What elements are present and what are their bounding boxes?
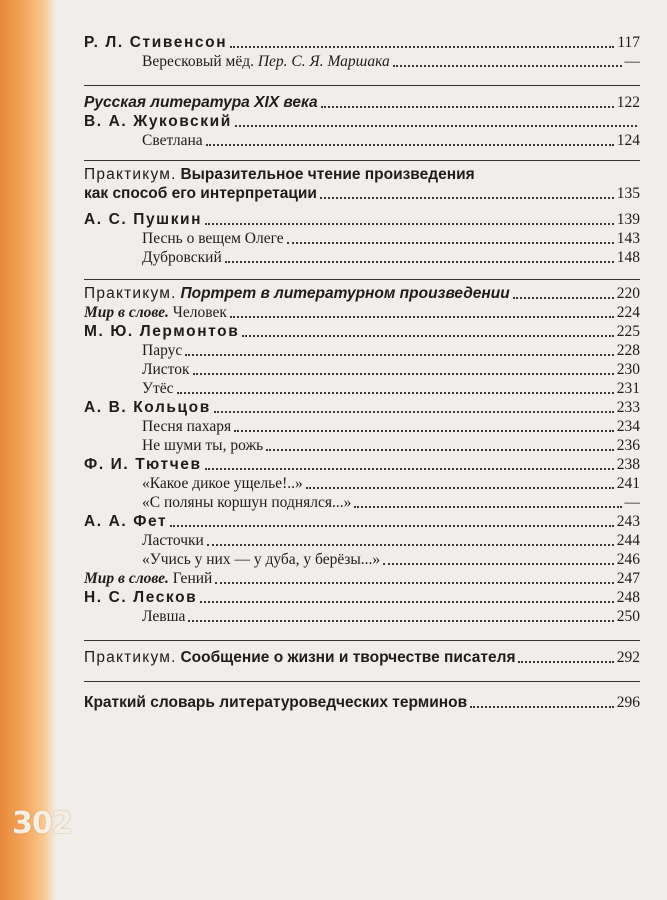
- page-ref: 246: [616, 551, 640, 568]
- page-ref: —: [624, 494, 640, 511]
- dot-leader: [177, 392, 614, 394]
- toc-entry-lermontov[interactable]: М. Ю. Лермонтов 225: [84, 323, 640, 340]
- page-ref: 296: [616, 694, 640, 711]
- toc-entry-koltsov[interactable]: А. В. Кольцов 233: [84, 399, 640, 416]
- toc-entry-mir-v-slove-genii[interactable]: Мир в слове. Гений 247: [84, 570, 640, 587]
- page-ref: 230: [616, 361, 640, 378]
- page-ref: 243: [616, 513, 640, 530]
- toc-entry-dubrovsky[interactable]: Дубровский 148: [142, 249, 640, 266]
- toc-entry-fet[interactable]: А. А. Фет 243: [84, 513, 640, 530]
- toc-entry-pushkin[interactable]: А. С. Пушкин 139: [84, 211, 640, 228]
- dot-leader: [214, 411, 614, 413]
- toc-entry-praktikum-reading[interactable]: Практикум. Выразительное чтение произведения как способ его интерпретации 135: [84, 160, 640, 203]
- toc-entry-stevenson[interactable]: Р. Л. Стивенсон 117: [84, 34, 640, 51]
- toc-entry-pesnya-paharya[interactable]: Песня пахаря 234: [142, 418, 640, 435]
- dot-leader: [513, 297, 614, 299]
- page-ref: 248: [616, 589, 640, 606]
- toc-entry-russian-literature[interactable]: Русская литература XIX века 122: [84, 85, 640, 112]
- dot-leader: [205, 223, 614, 225]
- dot-leader: [470, 706, 614, 708]
- toc-entry-ne-shumi-ty-rozh[interactable]: Не шуми ты, рожь 236: [142, 437, 640, 454]
- toc-entry-mir-v-slove-chelovek[interactable]: Мир в слове. Человек 224: [84, 304, 640, 321]
- toc-entry-praktikum-portrait[interactable]: Практикум. Портрет в литературном произведении 220: [84, 279, 640, 303]
- page-ref: 143: [616, 230, 640, 247]
- page-ref: 220: [616, 285, 640, 302]
- dot-leader: [320, 197, 614, 199]
- toc-entry-uchis-u-nih[interactable]: «Учись у них — у дуба, у берёзы...» 246: [142, 551, 640, 568]
- toc-entry-lastochki[interactable]: Ласточки 244: [142, 532, 640, 549]
- page-ref: 250: [616, 608, 640, 625]
- dot-leader: [215, 582, 613, 584]
- toc-entry-svetlana[interactable]: Светлана 124: [142, 132, 640, 149]
- dot-leader: [193, 373, 614, 375]
- toc-entry-praktikum-soobshchenie[interactable]: Практикум. Сообщение о жизни и творчестве писателя 292: [84, 640, 640, 667]
- dot-leader: [200, 601, 613, 603]
- dot-leader: [188, 620, 613, 622]
- dot-leader: [207, 544, 614, 546]
- page-ref: 117: [617, 34, 640, 51]
- dot-leader: [185, 354, 614, 356]
- toc-entry-listok[interactable]: Листок 230: [142, 361, 640, 378]
- table-of-contents: [84, 34, 640, 712]
- dot-leader: [230, 46, 614, 48]
- toc-entry-leskov[interactable]: Н. С. Лесков 248: [84, 589, 640, 606]
- toc-entry-pesn-o-veshchem-olege[interactable]: Песнь о вещем Олеге 143: [142, 230, 640, 247]
- page-ref: 124: [616, 132, 640, 149]
- dot-leader: [287, 242, 614, 244]
- page-ref: 148: [616, 249, 640, 266]
- page-ref: 247: [616, 570, 640, 587]
- toc-entry-parus[interactable]: Парус 228: [142, 342, 640, 359]
- page-ref: 139: [616, 211, 640, 228]
- toc-entry-utyos[interactable]: Утёс 231: [142, 380, 640, 397]
- toc-entry-kakoe-dikoe-ushchelie[interactable]: «Какое дикое ущелье!..» 241: [142, 475, 640, 492]
- dot-leader: [225, 261, 614, 263]
- page-ref: 228: [616, 342, 640, 359]
- page-ref: 244: [616, 532, 640, 549]
- page-ref: 233: [616, 399, 640, 416]
- toc-entry-glossary[interactable]: Краткий словарь литературоведческих терминов 296: [84, 681, 640, 712]
- toc-entry-zhukovsky[interactable]: В. А. Жуковский: [84, 112, 640, 131]
- page-ref: 234: [616, 418, 640, 435]
- dot-leader: [206, 144, 614, 146]
- toc-entry-tyutchev[interactable]: Ф. И. Тютчев 238: [84, 456, 640, 473]
- dot-leader: [230, 316, 614, 318]
- page-ref: 292: [616, 649, 640, 666]
- dot-leader: [393, 65, 622, 67]
- dot-leader: [242, 335, 613, 337]
- dot-leader: [235, 125, 637, 127]
- toc-entry-levsha[interactable]: Левша 250: [142, 608, 640, 625]
- page-ref: 236: [616, 437, 640, 454]
- dot-leader: [306, 487, 614, 489]
- dot-leader: [518, 661, 613, 663]
- page-ref: —: [624, 53, 640, 70]
- dot-leader: [354, 506, 621, 508]
- page-ref: 122: [616, 94, 640, 111]
- page-number: 302: [12, 806, 72, 841]
- page-ref: 225: [616, 323, 640, 340]
- dot-leader: [321, 106, 614, 108]
- toc-entry-s-polyany-korshun[interactable]: «С поляны коршун поднялся...» —: [142, 494, 640, 511]
- page-ref: 231: [616, 380, 640, 397]
- dot-leader: [383, 563, 614, 565]
- dot-leader: [234, 430, 614, 432]
- dot-leader: [266, 449, 614, 451]
- orange-margin-stripe: [0, 0, 56, 900]
- dot-leader: [205, 468, 614, 470]
- toc-entry-vereskovyi-med[interactable]: Вересковый мёд. Пер. С. Я. Маршака —: [142, 53, 640, 70]
- page-ref: 241: [616, 475, 640, 492]
- page-ref: 238: [616, 456, 640, 473]
- page-ref: 224: [616, 304, 640, 321]
- page-ref: 135: [616, 185, 640, 202]
- dot-leader: [170, 525, 614, 527]
